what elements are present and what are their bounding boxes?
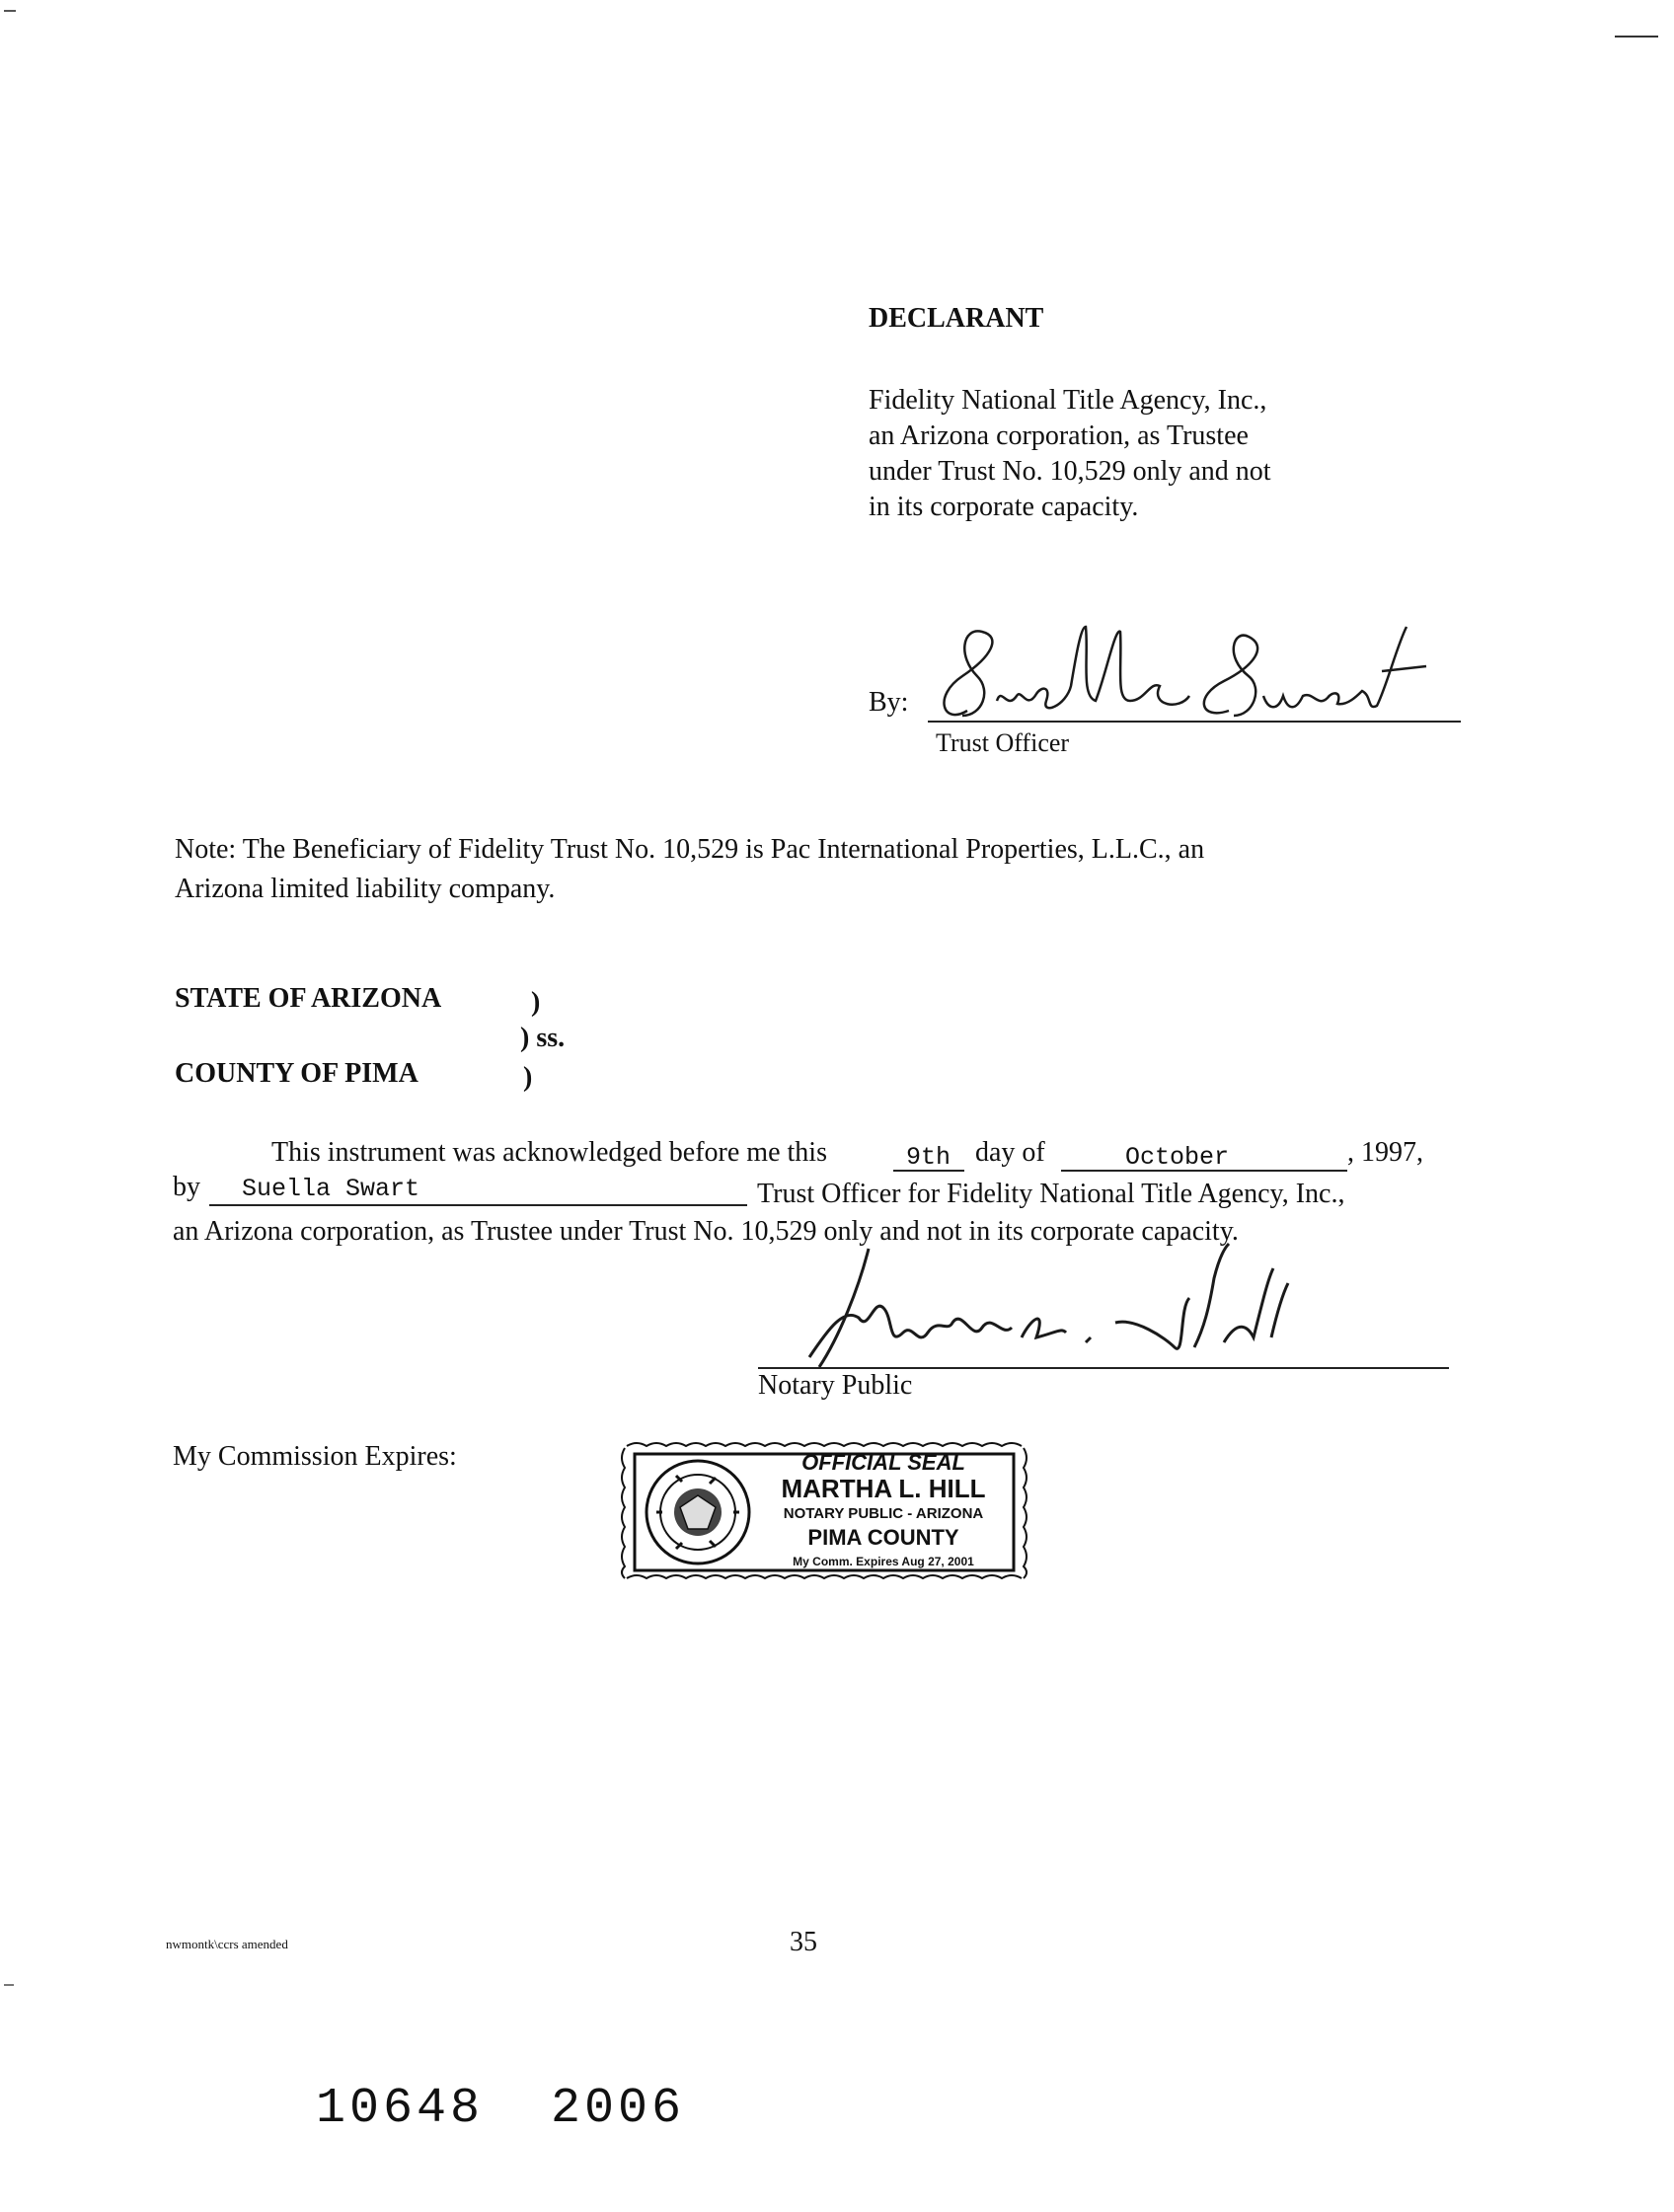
- seal-line: NOTARY PUBLIC - ARIZONA: [783, 1505, 984, 1522]
- scan-mark: [4, 10, 16, 12]
- ack-day: 9th: [906, 1143, 951, 1172]
- venue-paren: ): [531, 987, 541, 1018]
- ack-month: October: [1125, 1143, 1230, 1172]
- commission-expires-label: My Commission Expires:: [173, 1441, 457, 1472]
- venue-ss: ) ss.: [520, 1023, 566, 1053]
- file-reference: nwmontk\ccrs amended: [166, 1937, 288, 1951]
- scan-mark: [4, 1984, 14, 1986]
- declarant-line: under Trust No. 10,529 only and not: [869, 456, 1271, 487]
- seal-line: PIMA COUNTY: [807, 1525, 959, 1550]
- declarant-description: [869, 383, 1271, 525]
- ack-line1-start: This instrument was acknowledged before me this: [271, 1137, 827, 1168]
- signer-title: Trust Officer: [936, 728, 1070, 757]
- declarant-heading: DECLARANT: [869, 303, 1044, 334]
- note-line-1: Note: The Beneficiary of Fidelity Trust No. 10,529 is Pac International Properties, L.L.C., an: [175, 834, 1205, 865]
- notary-title: Notary Public: [758, 1370, 913, 1401]
- notary-signature: [790, 1239, 1303, 1377]
- venue-state: STATE OF ARIZONA: [175, 983, 442, 1014]
- seal-line: OFFICIAL SEAL: [801, 1450, 965, 1475]
- declarant-line: in its corporate capacity.: [869, 492, 1139, 522]
- ack-line1-end: , 1997,: [1347, 1137, 1423, 1168]
- declarant-line: an Arizona corporation, as Trustee: [869, 420, 1249, 451]
- seal-line: My Comm. Expires Aug 27, 2001: [793, 1555, 974, 1568]
- ack-line3: an Arizona corporation, as Trustee under Trust No. 10,529 only and not in its corporate capacity.: [173, 1216, 1239, 1247]
- declarant-line: Fidelity National Title Agency, Inc.,: [869, 385, 1267, 416]
- ack-line1-mid: day of: [975, 1137, 1045, 1168]
- seal-line: MARTHA L. HILL: [781, 1474, 986, 1503]
- ack-line2-start: by: [173, 1172, 200, 1202]
- ack-line2-end: Trust Officer for Fidelity National Title Agency, Inc.,: [757, 1179, 1345, 1209]
- trust-officer-signature: [923, 617, 1436, 730]
- document-number: 10648 2006: [316, 2081, 686, 2137]
- by-label: By:: [869, 687, 909, 718]
- name-fill-line: [209, 1204, 747, 1206]
- venue-county: COUNTY OF PIMA: [175, 1058, 418, 1089]
- notary-seal-stamp: [617, 1438, 1031, 1586]
- venue-paren: ): [523, 1062, 533, 1093]
- note-line-2: Arizona limited liability company.: [175, 874, 556, 904]
- scan-mark: [1615, 36, 1658, 38]
- ack-name: Suella Swart: [242, 1175, 420, 1203]
- page-number: 35: [790, 1927, 817, 1957]
